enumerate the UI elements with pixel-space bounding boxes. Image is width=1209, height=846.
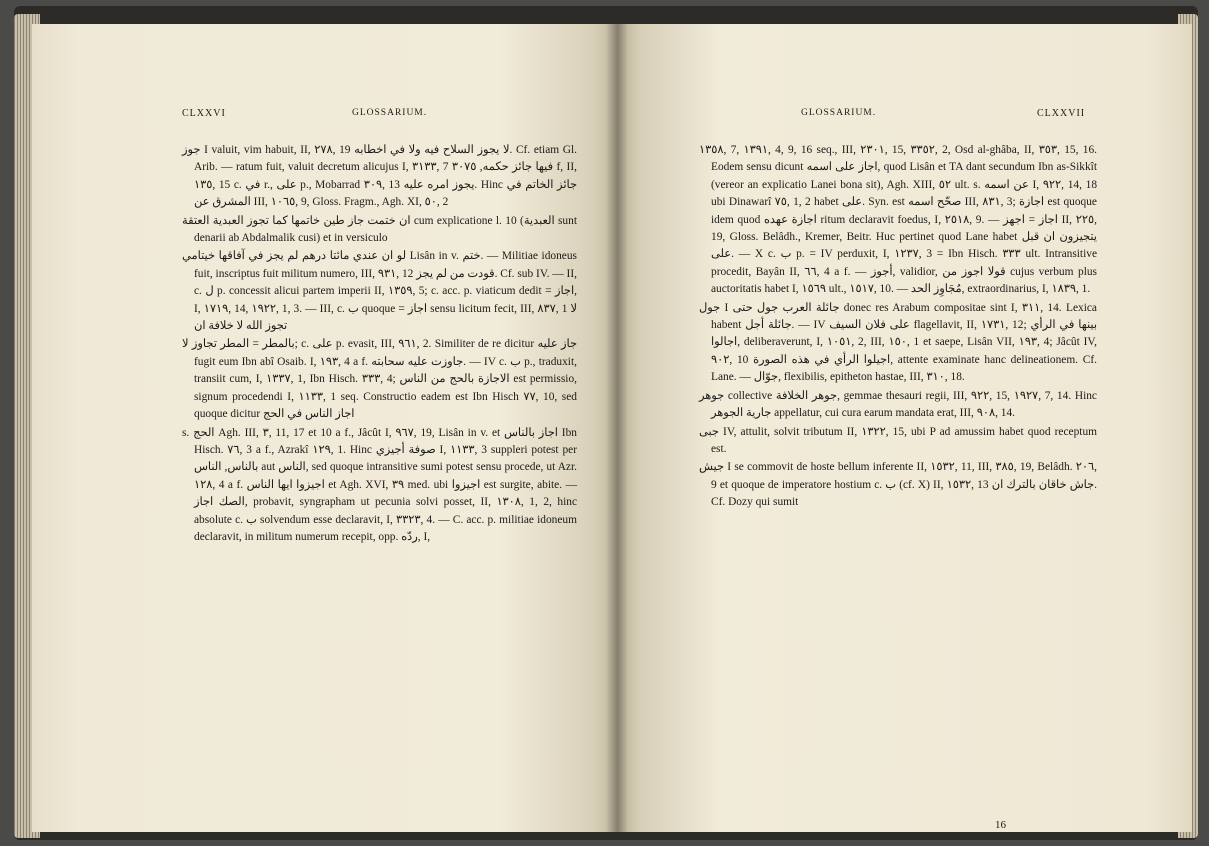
- entry-paragraph: ١٣٥٨, 7, ١٣٩١, 4, 9, 16 seq., III, ٢٣٠١, 15, ٣٣٥٢, 2, Osd al-ghâba, II, ٣٥٣, 15, 16. Eodem sensu dicunt اجاز على اسمه, quod Lisân et TA dant secundum Ibn as-Sikkît (vereor an explicatio Lanei bona sit), Agh. XIII, ٥٢ ult. s. عن اسمه I, ٩٢٢, 14, 18 ubi Dinawarî ٧٥, 1, 2 habet على. Syn. est صحّح اسمه III, ٨٣١, 3; اجازة est quoque idem quod اجازة عهده ritum declaravit foedus, I, ٢٥١٨, 9. — اجاز = اجهز II, ٢٢٥, 19, Gloss. Belâdh., Kremer, Beitr. Huc pertinet quod Lane habet يتجيزون ان قبل على. — X c. ب p. = IV perduxit, I, ١٢٣٧, 3 = Ibn Hisch. ٣٣٣ ult. Intransitive procedit, Bayân II, ٦٦, 4 a f. — أجوز, validior, قولا اجوز من cujus verbum plus auctoritatis habet I, ١٥٦٩ ult., ١٥١٧, 10. — مُجَاوِز الحد, extraordinarius, I, ١٨٣٩, 1.: [699, 144, 1098, 296]
- right-page: [617, 24, 1192, 832]
- open-book: [14, 6, 1198, 840]
- entry-paragraph: لو ان عندي مائتا درهم لم يجز في آفاقها خيتامي Lisân in v. ختم. — Militiae idoneus fuit, inscriptus fuit militum numero, III, ٩٣١, 12 قودت من لم يجز. Cf. sub IV. — II, c. ل p. concessit alicui partem imperii II, ١٣٥٩, 5; c. acc. p. viaticum dedit = اجاز, I, ١٧١٩, 14, ١٩٢٢, 1, 3. — III, c. ب quoque = اجاز sensu licitum fecit, III, ٨٣٧, 1 لا تجوز الله لا خلافة ان: [182, 250, 577, 333]
- entry-paragraph: جوز I valuit, vim habuit, II, ٢٧٨, 19 لا يجوز السلاح فيه ولا في اخطابه. Cf. etiam Gl. Arib. — ratum fuit, valuit decretum alicujus I, ٣١٣٣, 7 فيها جائز حكمه, ٣٠٧٥ f, II, ١٣٥, 15 c. في r., على p., Mobarrad ٣٠٩, 13 يجوز امره عليه. Hinc جائز الخاتم في المشرق عن III, ١٠٦٥, 9, Gloss. Fragm., Agh. XI, ٥٠, 2: [182, 144, 577, 209]
- entry-paragraph: s. الحج Agh. III, ٣, 11, 17 et 10 a f., Jâcût I, ٩٦٧, 19, Lisân in v. et اجاز بالناس Ibn Hisch. ٧٦, 3 a f., Azrakî ١٢٩, 1. Hinc صوفة أجيزي I, ١١٣٣, 3 suppleri potest per بالناس, الناس aut الناس, sed quoque intransitive sumi potest sensu procede, ut Azr. ١٢٨, 4 a f. اجيزوا ايها الناس et Agh. XVI, ٣٩ med. ubi اجيزوا est surgite, abite. — الصك اجاز, probavit, syngrapham ut pecunia solvi posset, II, ١٣٠٨, 1, 2, hinc absolute c. ب solvendum esse declaravit, I, ٣٣٢٣, 4. — C. acc. p. militiae idoneum declaravit, in militum numerum recepit, opp. ردّه, I,: [182, 426, 578, 543]
- left-running-head: GLOSSARIUM.: [352, 108, 428, 118]
- entry-paragraph: جول I جائلة العرب جول حتى donec res Arabum compositae sint I, ٣١١, 14. Lexica habent جائلة أجل. — IV على فلان السيف flagellavit, II, ١٧٣١, 12; بينها في الرأي اجالوا, deliberaverunt, I, ١٠٥١, 2, III, ١٥٠, 1 et saepe, Lisân VII, ١٩٣, 4; Jâcût IV, ٩٠٢, 10 اجيلوا الرأي في هذه الصورة, attente examinate hanc delineationem. Cf. Lane. — جوّال, flexibilis, epitheton hastae, III, ٣١٠, 18.: [699, 301, 1097, 384]
- left-folio: CLXXVI: [182, 108, 226, 119]
- entry-paragraph: جوهر collective جوهر الخلافة, gemmae thesauri regii, III, ٩٢٢, 15, ١٩٢٧, 7, 14. Hinc جارية الجوهر appellatur, cui cura earum mandata erat, III, ٩٠٨, 14.: [699, 389, 1097, 420]
- signature-mark: 16: [995, 819, 1006, 831]
- right-body-text: [699, 142, 1097, 513]
- entry-paragraph: ان ختمت جاز طين خاتمها كما تجوز العبدية العتقة cum explicatione l. 10 (العبدية sunt denarii ab Abdalmalik cusi) et in versiculo: [182, 214, 577, 245]
- entry-paragraph: جيش I se commovit de hoste bellum inferente II, ١٥٣٢, 11, III, ٣٨٥, 19, Belâdh. ٢٠٦, 9 et quoque de imperatore hostium c. ب (cf. X) II, ١٥٣٢, 13 جاش خاقان بالترك ان. Cf. Dozy qui sumit: [699, 461, 1098, 509]
- right-folio: CLXXVII: [1037, 108, 1086, 119]
- right-running-head: GLOSSARIUM.: [801, 108, 877, 118]
- book-gutter: [606, 24, 628, 832]
- entry-paragraph: بالمطر = المطر تجاوز لا; c. على p. evasit, III, ٩٦١, 2. Similiter de re dicitur جاز عليه fugit eum Ibn abî Osaib. I, ١٩٣, 4 a f. جاوزت عليه سحابته. — IV c. ب p., traduxit, transiit cum, I, ١٣٣٧, 1, Ibn Hisch. ٣٣٣, 4; الاجازة بالحج من الناس est permissio, signum procedendi I, ١١٣٣, 1 seq. Constructio eadem est Ibn Hisch ٧٧, 10, sed quoque dicitur اجاز الناس في الحج: [182, 338, 578, 421]
- left-body-text: [182, 142, 577, 547]
- left-page: [32, 24, 617, 832]
- entry-paragraph: جبى IV, attulit, solvit tributum II, ١٣٢٢, 15, ubi P ad amussim habet quod receptum est.: [699, 425, 1097, 455]
